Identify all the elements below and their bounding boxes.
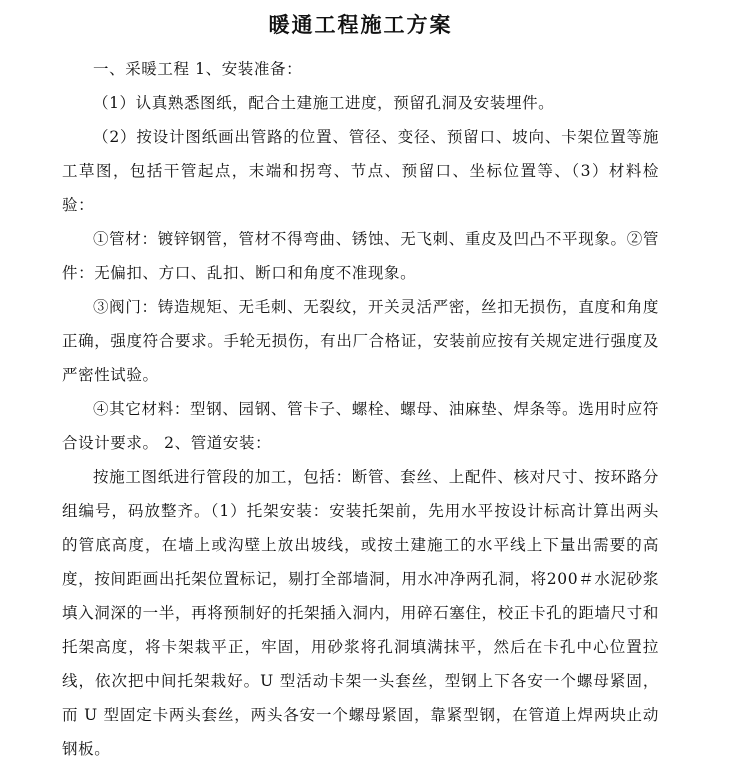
paragraph-pipe-materials: ①管材：镀锌钢管，管材不得弯曲、锈蚀、无飞刺、重皮及凹凸不平现象。②管件：无偏扣、方口、乱扣、断口和角度不准现象。 xyxy=(62,230,659,282)
paragraph-heating-prep: 一、采暖工程 1、安装准备： xyxy=(93,60,303,78)
paragraph-pipe-installation: 按施工图纸进行管段的加工，包括：断管、套丝、上配件、核对尺寸、按环路分组编号，码放整齐。（1）托架安装：安装托架前，先用水平按设计标高计算出两头的管底高度，在墙上或沟壁上放出坡线，或按土建施工的水平线上下量出需要的高度，按间距画出托架位置标记，剔打全部墙洞，用水冲净两孔洞，将200＃水泥砂浆填入洞深的一半，再将预制好的托架插入洞内，用碎石塞住，校正卡孔的距墙尺寸和托架高度，将卡架栽平正，牢固，用砂浆将孔洞填满抹平，然后在卡孔中心位置拉线，依次把中间托架栽好。U 型活动卡架一头套丝，型钢上下各安一个螺母紧固，而 U 型固定卡两头套丝，两头各安一个螺母紧固，靠紧型钢，在管道上焊两块止动钢板。 xyxy=(62,468,659,758)
paragraph-other-materials: ④其它材料：型钢、园钢、管卡子、螺栓、螺母、油麻垫、焊条等。选用时应符合设计要求。 2、管道安装： xyxy=(62,400,659,452)
document-title: 暖通工程施工方案 xyxy=(268,12,453,37)
paragraph-step-2: （2）按设计图纸画出管路的位置、管径、变径、预留口、坡向、卡架位置等施工草图，包括干管起点，末端和拐弯、节点、预留口、坐标位置等、（3）材料检验： xyxy=(62,128,659,214)
paragraph-step-1: （1）认真熟悉图纸，配合土建施工进度，预留孔洞及安装埋件。 xyxy=(93,94,555,112)
paragraph-valves: ③阀门：铸造规矩、无毛刺、无裂纹，开关灵活严密，丝扣无损伤，直度和角度正确，强度符合要求。手轮无损伤，有出厂合格证，安装前应按有关规定进行强度及严密性试验。 xyxy=(62,298,659,384)
